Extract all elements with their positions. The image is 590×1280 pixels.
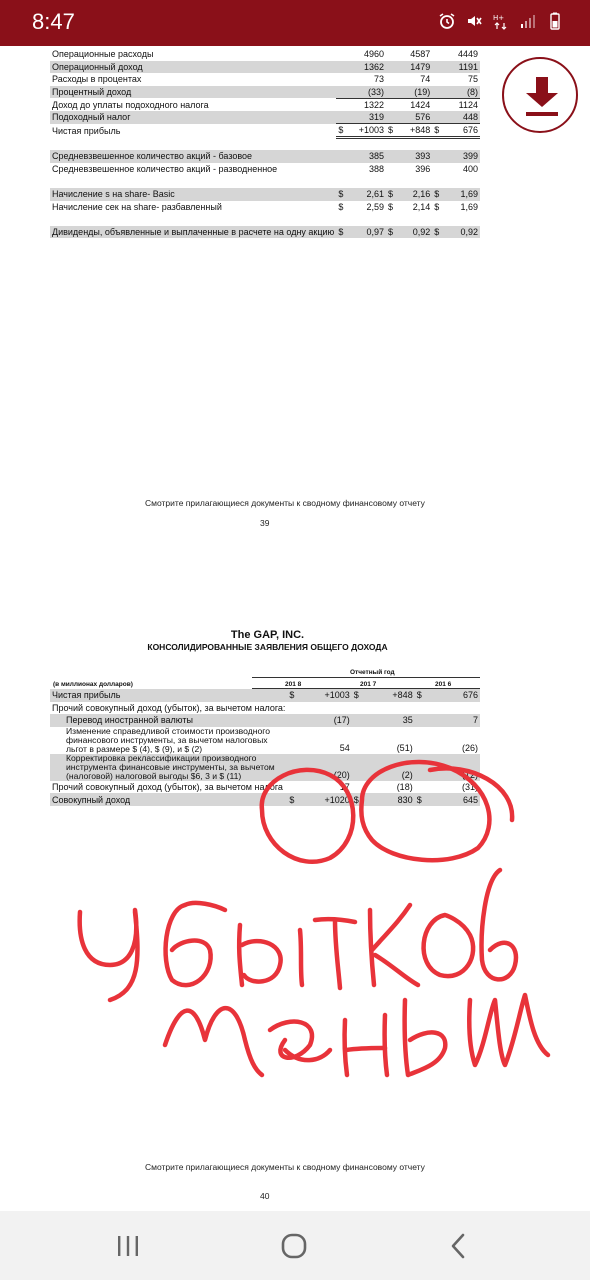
year-2018: 201 8	[285, 681, 302, 688]
row-label: Чистая прибыль	[50, 689, 287, 702]
value-2018	[346, 213, 386, 226]
back-icon[interactable]	[448, 1233, 468, 1259]
currency-sign	[432, 138, 441, 151]
currency-sign	[287, 727, 297, 754]
table-row	[50, 48, 480, 61]
currency-sign	[386, 48, 395, 61]
value-2017: 35	[361, 714, 414, 727]
fiscal-year-rule	[252, 677, 480, 678]
value-2018: 1362	[346, 61, 386, 74]
currency-sign: $	[415, 689, 425, 702]
currency-sign	[415, 754, 425, 781]
currency-sign: $	[386, 226, 395, 239]
value-2016	[442, 138, 480, 151]
download-icon	[523, 75, 561, 119]
table-row	[50, 201, 480, 214]
currency-sign	[386, 163, 395, 176]
value-2018: 319	[346, 111, 386, 124]
currency-sign: $	[386, 124, 395, 138]
currency-sign: $	[336, 188, 345, 201]
value-2016: 448	[442, 111, 480, 124]
value-2017: (19)	[395, 86, 432, 99]
value-2016: 0,92	[442, 226, 480, 239]
currency-sign	[415, 714, 425, 727]
value-2016: 1,69	[442, 188, 480, 201]
table-row	[50, 213, 480, 226]
table-row	[50, 138, 480, 151]
value-2018: 385	[346, 150, 386, 163]
value-2017: 0,92	[395, 226, 432, 239]
currency-sign	[432, 48, 441, 61]
currency-sign	[415, 702, 425, 715]
row-label: Совокупный доход	[50, 793, 287, 806]
value-2017: 2,16	[395, 188, 432, 201]
row-label: Операционные расходы	[52, 49, 154, 60]
table-row	[50, 702, 480, 715]
table-row	[50, 163, 480, 176]
currency-sign: $	[415, 793, 425, 806]
units-label: (в миллионах долларов)	[53, 681, 133, 688]
currency-sign	[352, 702, 362, 715]
currency-sign: $	[434, 201, 440, 212]
currency-sign	[287, 714, 297, 727]
value-2016: (8)	[442, 86, 480, 99]
alarm-icon	[438, 12, 456, 30]
currency-sign	[336, 111, 345, 124]
value-2018: 2,61	[346, 188, 386, 201]
page-39-footnote: Смотрите прилагающиеся документы к сводному финансовому отчету	[145, 498, 425, 508]
currency-sign	[432, 213, 441, 226]
currency-sign	[432, 61, 441, 74]
value-2018: 73	[374, 74, 385, 85]
page-39-number: 39	[260, 518, 270, 528]
currency-sign: $	[432, 188, 441, 201]
value-2017: 4587	[410, 49, 431, 60]
value-2017	[361, 702, 414, 715]
value-2017	[395, 213, 432, 226]
value-2017: 396	[415, 164, 431, 175]
table-row	[50, 689, 480, 702]
row-label: Доход до уплаты подоходного налога	[52, 99, 209, 110]
value-2016: 676	[424, 689, 480, 702]
value-2017: 74	[420, 74, 431, 85]
value-2018: (33)	[346, 86, 386, 99]
value-2018: (20)	[297, 754, 352, 781]
value-2018	[346, 138, 386, 151]
currency-sign	[336, 175, 345, 188]
value-2017: 576	[395, 111, 432, 124]
status-time: 8:47	[32, 9, 75, 34]
value-2018: (17)	[297, 714, 352, 727]
row-label: Изменение справедливой стоимости производного финансового инструменты, за вычетом налоговых льгот в размере $ (4), $ (9), и $ (2)	[66, 725, 270, 754]
currency-sign	[386, 98, 395, 111]
value-2018	[297, 702, 352, 715]
value-2018: 2,59	[366, 201, 385, 212]
company-name: The GAP, INC.	[230, 629, 305, 641]
table-row	[50, 61, 480, 74]
value-2018: 54	[339, 742, 350, 753]
value-2017	[395, 175, 432, 188]
currency-sign	[352, 714, 362, 727]
row-label: Начисление сек на share- разбавленный	[52, 201, 222, 212]
fiscal-year-label: Отчетный год	[350, 669, 395, 676]
value-2016: (12)	[424, 754, 480, 781]
row-label: Процентный доход	[50, 86, 336, 99]
value-2016: 1,69	[460, 201, 478, 212]
currency-sign	[352, 781, 362, 794]
row-label: Средневзвешенное количество акций - разводненное	[52, 164, 278, 175]
year-2017: 201 7	[360, 681, 377, 688]
row-label: Дивиденды, объявленные и выплаченные в расчете на одну акцию	[52, 227, 335, 238]
value-2018: +1020	[297, 793, 352, 806]
download-button[interactable]	[502, 57, 578, 133]
currency-sign	[352, 754, 362, 781]
row-label: Прочий совокупный доход (убыток), за вычетом налога:	[52, 702, 286, 713]
table-row	[50, 188, 480, 201]
table-row	[50, 793, 480, 806]
value-2016: 75	[467, 74, 478, 85]
table-row	[50, 111, 480, 124]
currency-sign	[386, 61, 395, 74]
page-40-footnote: Смотрите прилагающиеся документы к сводному финансовому отчету	[145, 1162, 425, 1172]
currency-sign	[336, 213, 345, 226]
currency-sign	[386, 213, 395, 226]
row-label: Начисление s на share- Basic	[50, 188, 336, 201]
row-label	[50, 175, 336, 188]
currency-sign	[386, 73, 395, 86]
table-row	[50, 175, 480, 188]
signal-icon	[519, 12, 537, 30]
currency-sign: $	[432, 124, 441, 138]
table-row	[50, 86, 480, 99]
currency-sign	[336, 138, 345, 151]
value-2017: 2,14	[412, 201, 431, 212]
value-2017: 1424	[410, 99, 431, 110]
value-2017: +848	[395, 124, 432, 138]
navigation-bar	[0, 1211, 590, 1280]
currency-sign	[432, 175, 441, 188]
currency-sign	[336, 86, 345, 99]
currency-sign: $	[432, 226, 441, 239]
currency-sign: $	[352, 689, 362, 702]
value-2017: (18)	[396, 782, 413, 793]
currency-sign	[336, 98, 345, 111]
table-row	[50, 150, 480, 163]
currency-sign	[386, 175, 395, 188]
status-icons	[438, 12, 564, 30]
currency-sign: $	[287, 793, 297, 806]
value-2017: 393	[395, 150, 432, 163]
value-2018: 388	[369, 164, 385, 175]
currency-sign: $	[336, 124, 345, 138]
value-2018: 1322	[364, 99, 385, 110]
currency-sign: $	[386, 188, 395, 201]
currency-sign	[432, 111, 441, 124]
value-2018: +1003	[297, 689, 352, 702]
value-2018	[346, 175, 386, 188]
value-2018: 4960	[364, 49, 385, 60]
comprehensive-income-table	[50, 689, 480, 806]
currency-sign	[386, 86, 395, 99]
row-label: Средневзвешенное количество акций - базовое	[50, 150, 336, 163]
value-2017: (51)	[396, 742, 413, 753]
currency-sign: $	[287, 689, 297, 702]
table-row	[50, 727, 480, 754]
table-row	[50, 98, 480, 111]
value-2018: 0,97	[346, 226, 386, 239]
value-2016: 1191	[442, 61, 480, 74]
currency-sign	[336, 48, 345, 61]
currency-sign	[287, 702, 297, 715]
row-label	[50, 138, 336, 151]
svg-text:H+: H+	[493, 14, 505, 22]
currency-sign	[432, 163, 441, 176]
currency-sign	[336, 73, 345, 86]
page-40-number: 40	[260, 1191, 270, 1201]
value-2016	[424, 702, 480, 715]
currency-sign	[336, 150, 345, 163]
value-2017: 1479	[395, 61, 432, 74]
row-label	[50, 213, 336, 226]
currency-sign	[415, 781, 425, 794]
row-label: Корректировка реклассификации производного инструмента финансовые инструменты, за вычетом (налоговой) налоговой выгоды $6, 3 и $ (11)	[50, 754, 287, 781]
currency-sign	[432, 86, 441, 99]
value-2017: (2)	[361, 754, 414, 781]
value-2016: 676	[442, 124, 480, 138]
value-2016: 4449	[457, 49, 478, 60]
value-2016: 645	[424, 793, 480, 806]
row-label: Чистая прибыль	[52, 125, 121, 136]
value-2016	[442, 175, 480, 188]
table-row	[50, 124, 480, 138]
currency-sign	[415, 727, 425, 754]
currency-sign: $	[338, 201, 344, 212]
value-2017: +848	[361, 689, 414, 702]
row-label: Подоходный налог	[50, 111, 336, 124]
currency-sign	[386, 111, 395, 124]
currency-sign: $	[336, 226, 345, 239]
year-2016: 201 6	[435, 681, 452, 688]
currency-sign	[336, 163, 345, 176]
value-2016: (31)	[461, 782, 478, 793]
value-2018: +1003	[346, 124, 386, 138]
value-2016: 1124	[458, 99, 478, 110]
currency-sign	[287, 754, 297, 781]
currency-sign	[432, 150, 441, 163]
table-row	[50, 754, 480, 781]
value-2016: 399	[442, 150, 480, 163]
table-row	[50, 226, 480, 239]
currency-sign: $	[352, 793, 362, 806]
currency-sign	[336, 61, 345, 74]
table-row	[50, 781, 480, 794]
row-label: Прочий совокупный доход (убыток), за вычетом налога	[52, 782, 283, 793]
currency-sign	[352, 727, 362, 754]
data-hplus-icon	[492, 12, 510, 30]
mute-icon	[465, 12, 483, 30]
row-label: Перевод иностранной валюты	[50, 714, 287, 727]
recent-apps-icon[interactable]	[116, 1235, 140, 1257]
statement-title: КОНСОЛИДИРОВАННЫЕ ЗАЯВЛЕНИЯ ОБЩЕГО ДОХОДА	[147, 642, 388, 652]
row-label: Расходы в процентах	[52, 74, 142, 85]
currency-sign	[432, 73, 441, 86]
battery-icon	[546, 12, 564, 30]
currency-sign	[386, 150, 395, 163]
table-row	[50, 714, 480, 727]
value-2016: 7	[424, 714, 480, 727]
currency-sign	[432, 98, 441, 111]
home-icon[interactable]	[281, 1233, 307, 1259]
value-2017	[395, 138, 432, 151]
status-bar	[0, 0, 590, 46]
currency-sign	[386, 138, 395, 151]
value-2016: (26)	[461, 742, 478, 753]
value-2016	[442, 213, 480, 226]
value-2016: 400	[462, 164, 478, 175]
row-label: Операционный доход	[50, 61, 336, 74]
value-2017: 830	[361, 793, 414, 806]
currency-sign	[287, 781, 297, 794]
value-2018: 17	[339, 782, 350, 793]
table-row	[50, 73, 480, 86]
income-statement-table	[50, 48, 480, 238]
currency-sign: $	[388, 201, 394, 212]
